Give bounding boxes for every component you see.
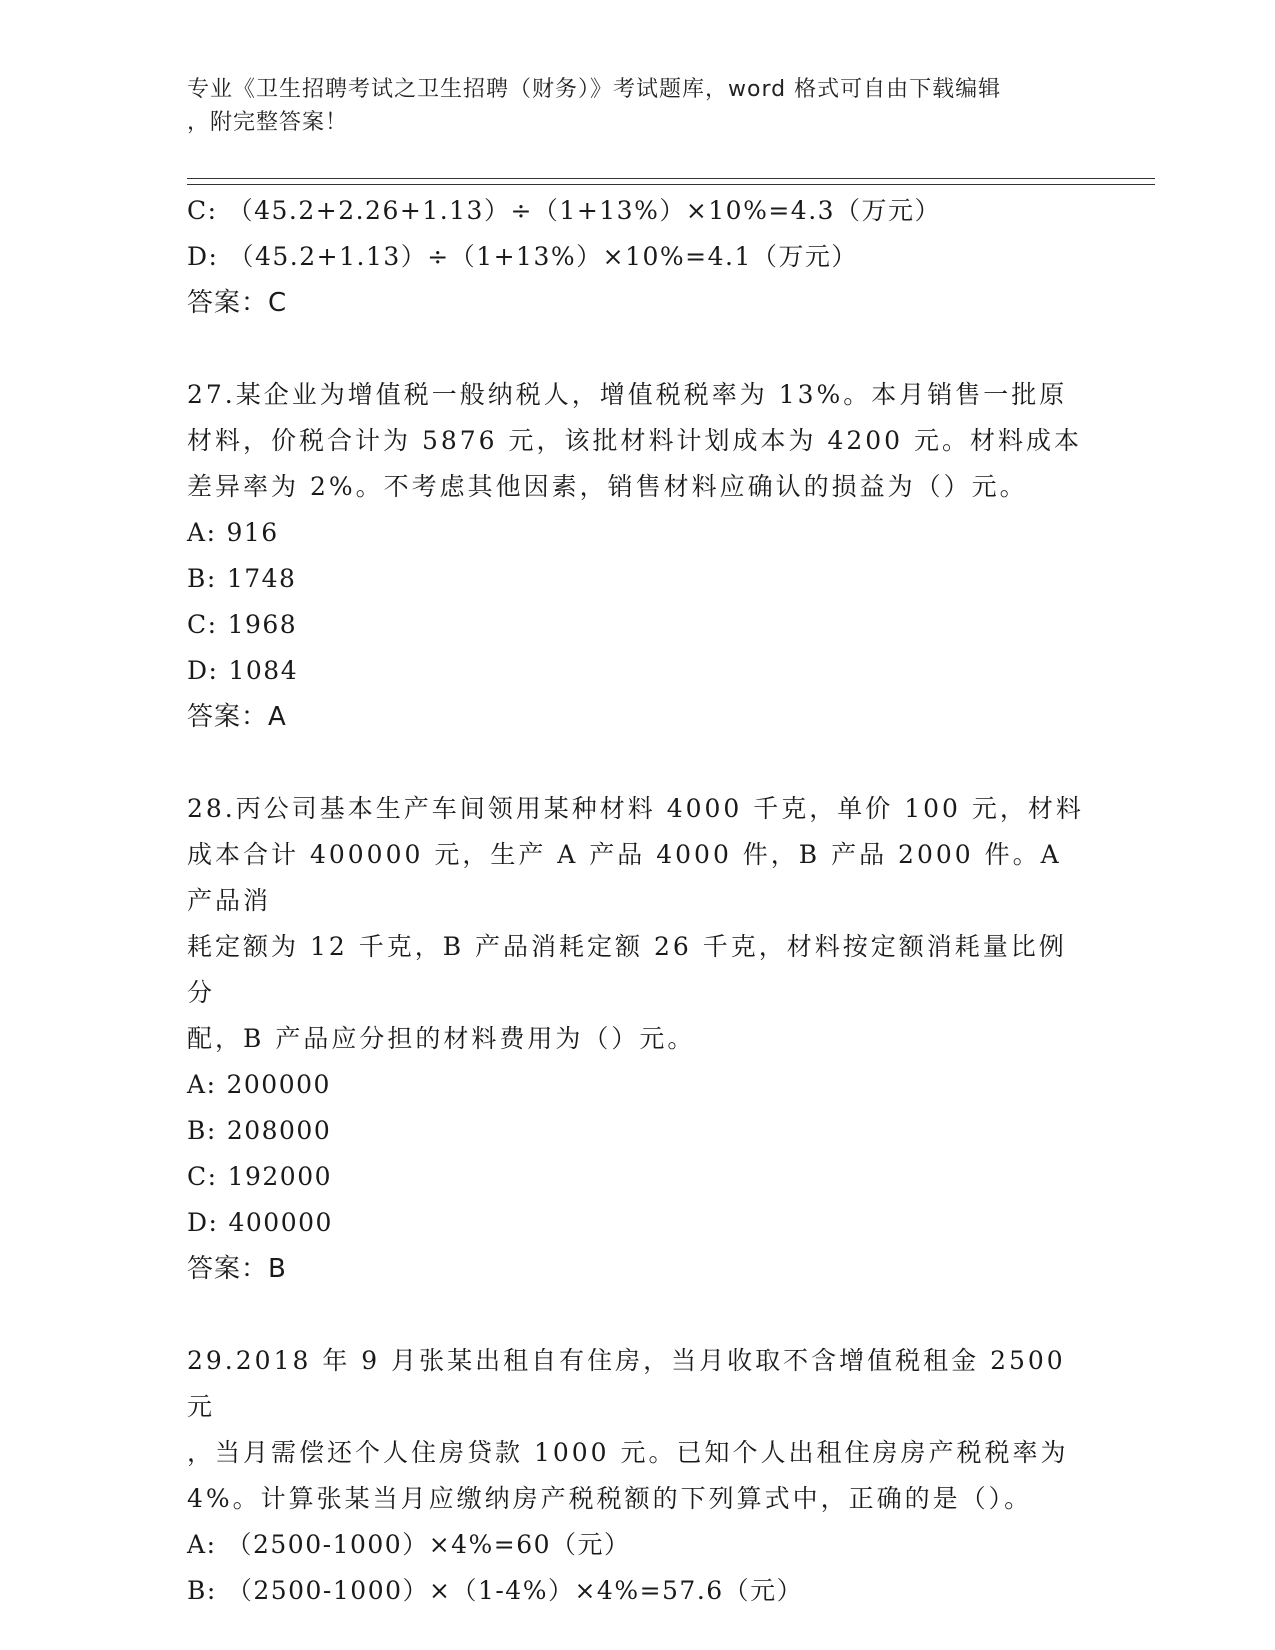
question-27	[187, 372, 1087, 740]
question-28-text: 28.丙公司基本生产车间领用某种材料 4000 千克，单价 100 元，材料 成本合计 400000 元，生产 A 产品 4000 件，B 产品 2000 件。A 产品消 耗定额为 12 千克，B 产品消耗定额 26 千克，材料按定额消耗量比例分 配，B 产品应分担的材料费用为（）元。	[187, 794, 1084, 1053]
question-28	[187, 786, 1087, 1292]
option-a: A: 916	[187, 518, 279, 547]
option-b: B: （2500-1000）×（1-4%）×4%=57.6（元）	[187, 1576, 804, 1605]
answer-label: 答案：C	[187, 288, 288, 318]
question-29	[187, 1338, 1087, 1614]
header-divider-bottom	[187, 184, 1155, 185]
prev-question-block	[187, 188, 1087, 326]
answer-label: 答案：B	[187, 1254, 287, 1284]
option-d: D: （45.2+1.13）÷（1+13%）×10%=4.1（万元）	[187, 242, 858, 271]
question-content	[187, 188, 1087, 1614]
question-29-text: 29.2018 年 9 月张某出租自有住房，当月收取不含增值税租金 2500 元 ，当月需偿还个人住房贷款 1000 元。已知个人出租住房房产税税率为 4%。计算张某当月应缴纳房产税税额的下列算式中，正确的是（）。	[187, 1346, 1069, 1513]
option-a: A: 200000	[187, 1070, 331, 1099]
option-c: C: 1968	[187, 610, 298, 639]
header-title-line-2: ，附完整答案！	[187, 110, 349, 135]
header-divider-top	[187, 178, 1155, 179]
option-b: B: 1748	[187, 564, 297, 593]
header-title-line-1: 专业《卫生招聘考试之卫生招聘（财务）》考试题库，word 格式可自由下载编辑	[187, 77, 1002, 102]
option-d: D: 400000	[187, 1208, 333, 1237]
document-header	[187, 73, 1087, 139]
option-c: C: 192000	[187, 1162, 333, 1191]
question-27-text: 27.某企业为增值税一般纳税人，增值税税率为 13%。本月销售一批原 材料，价税合计为 5876 元，该批材料计划成本为 4200 元。材料成本 差异率为 2%。不考虑其他因素，销售材料应确认的损益为（）元。	[187, 380, 1083, 501]
answer-label: 答案：A	[187, 702, 287, 732]
option-d: D: 1084	[187, 656, 299, 685]
option-b: B: 208000	[187, 1116, 332, 1145]
option-a: A: （2500-1000）×4%=60（元）	[187, 1530, 631, 1559]
option-c: C: （45.2+2.26+1.13）÷（1+13%）×10%=4.3（万元）	[187, 196, 942, 225]
